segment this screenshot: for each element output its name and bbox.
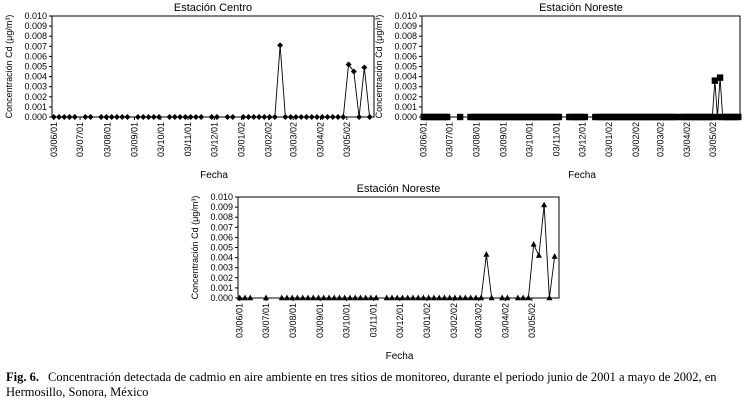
data-point-39 bbox=[293, 114, 299, 120]
data-point-41 bbox=[478, 295, 484, 301]
x-tick-label-1: 03/07/01 bbox=[75, 122, 86, 158]
data-point-27 bbox=[405, 295, 411, 301]
y-tick-label-4: 0.004 bbox=[24, 71, 47, 82]
data-point-11 bbox=[119, 114, 125, 120]
x-tick-label-8: 03/02/02 bbox=[263, 122, 274, 158]
data-point-6 bbox=[88, 114, 94, 120]
y-tick-label-1: 0.001 bbox=[210, 282, 233, 293]
data-point-12 bbox=[124, 114, 130, 120]
y-tick-label-1: 0.001 bbox=[24, 101, 47, 112]
data-point-34 bbox=[267, 114, 273, 120]
data-point-46 bbox=[330, 114, 336, 120]
data-point-47 bbox=[335, 114, 341, 120]
data-point-8 bbox=[103, 114, 109, 120]
data-point-18 bbox=[352, 295, 358, 301]
data-point-28 bbox=[410, 295, 416, 301]
x-tick-label-3: 03/09/01 bbox=[129, 122, 140, 158]
y-tick-label-8: 0.008 bbox=[24, 31, 47, 42]
data-point-20 bbox=[177, 114, 183, 120]
x-tick-label-8: 03/02/02 bbox=[449, 303, 460, 339]
data-point-1 bbox=[56, 114, 62, 120]
data-point-4 bbox=[72, 114, 78, 120]
data-point-6 bbox=[289, 295, 295, 301]
data-point-49 bbox=[531, 241, 537, 247]
data-point-3 bbox=[263, 295, 269, 301]
x-tick-label-8: 03/02/02 bbox=[631, 122, 642, 158]
data-point-45 bbox=[556, 114, 562, 120]
data-point-7 bbox=[98, 114, 104, 120]
x-tick-label-7: 03/01/02 bbox=[604, 122, 615, 158]
data-point-38 bbox=[462, 295, 468, 301]
data-point-26 bbox=[214, 114, 220, 120]
data-point-10 bbox=[457, 114, 463, 120]
x-tick-label-6: 03/12/01 bbox=[577, 122, 588, 158]
data-point-4 bbox=[279, 295, 285, 301]
x-tick-label-2: 03/08/01 bbox=[471, 122, 482, 158]
data-point-18 bbox=[167, 114, 173, 120]
data-point-20 bbox=[363, 295, 369, 301]
series-line bbox=[54, 45, 370, 117]
data-point-51 bbox=[356, 114, 362, 120]
data-point-107 bbox=[735, 114, 741, 120]
x-tick-label-9: 03/03/02 bbox=[288, 122, 299, 158]
x-tick-label-2: 03/08/01 bbox=[288, 303, 299, 339]
caption-text: Concentración detectada de cadmio en aire ambiente en tres sitios de monitoreo, durante el periodo junio de 2001 a mayo de 2002, en Hermosillo, Sonora, México bbox=[6, 370, 717, 399]
data-point-50 bbox=[536, 252, 542, 258]
data-point-32 bbox=[431, 295, 437, 301]
data-point-14 bbox=[331, 295, 337, 301]
data-point-28 bbox=[230, 114, 236, 120]
data-point-9 bbox=[109, 114, 115, 120]
y-tick-label-4: 0.004 bbox=[394, 71, 417, 82]
plot-frame bbox=[52, 16, 374, 117]
caption-label: Fig. 6. bbox=[6, 370, 39, 384]
x-tick-label-0: 03/06/01 bbox=[48, 122, 59, 158]
data-point-45 bbox=[504, 295, 510, 301]
data-point-9 bbox=[444, 114, 450, 120]
plot-frame bbox=[238, 197, 559, 298]
y-tick-label-6: 0.006 bbox=[24, 51, 47, 62]
data-point-7 bbox=[294, 295, 300, 301]
chart-estacion-noreste-2 bbox=[190, 183, 559, 362]
chart-estacion-noreste-1 bbox=[374, 2, 741, 181]
y-tick-label-6: 0.006 bbox=[210, 232, 233, 243]
data-point-36 bbox=[277, 42, 283, 48]
data-point-32 bbox=[256, 114, 262, 120]
x-tick-label-6: 03/12/01 bbox=[209, 122, 220, 158]
y-tick-label-2: 0.002 bbox=[210, 272, 233, 283]
data-point-53 bbox=[367, 114, 373, 120]
data-point-9 bbox=[305, 295, 311, 301]
x-tick-label-1: 03/07/01 bbox=[444, 122, 455, 158]
y-tick-label-0: 0.000 bbox=[394, 112, 417, 122]
y-tick-label-2: 0.002 bbox=[24, 91, 47, 102]
x-tick-label-5: 03/11/01 bbox=[368, 303, 379, 338]
data-point-37 bbox=[457, 295, 463, 301]
data-point-43 bbox=[314, 114, 320, 120]
data-point-29 bbox=[415, 295, 421, 301]
x-tick-label-5: 03/11/01 bbox=[551, 122, 562, 157]
x-tick-label-11: 03/05/02 bbox=[341, 122, 352, 158]
y-tick-label-6: 0.006 bbox=[394, 51, 417, 62]
data-point-36 bbox=[452, 295, 458, 301]
x-tick-label-3: 03/09/01 bbox=[498, 122, 509, 158]
data-point-25 bbox=[209, 114, 215, 120]
x-axis-label: Fecha bbox=[568, 170, 596, 181]
data-point-52 bbox=[546, 295, 552, 301]
y-tick-label-1: 0.001 bbox=[394, 101, 417, 112]
x-tick-label-9: 03/03/02 bbox=[473, 303, 484, 339]
data-point-21 bbox=[368, 295, 374, 301]
data-point-33 bbox=[436, 295, 442, 301]
y-tick-label-5: 0.005 bbox=[394, 61, 417, 72]
data-point-27 bbox=[224, 114, 230, 120]
data-point-25 bbox=[394, 295, 400, 301]
data-point-53 bbox=[552, 253, 558, 259]
y-tick-label-9: 0.009 bbox=[210, 202, 233, 213]
series-line bbox=[240, 205, 555, 298]
y-tick-label-3: 0.003 bbox=[394, 81, 417, 92]
data-point-14 bbox=[140, 114, 146, 120]
data-point-12 bbox=[321, 295, 327, 301]
data-point-24 bbox=[198, 114, 204, 120]
data-point-39 bbox=[468, 295, 474, 301]
chart-title: Estación Centro bbox=[173, 2, 253, 14]
data-point-30 bbox=[246, 114, 252, 120]
data-point-42 bbox=[483, 251, 489, 257]
data-point-43 bbox=[489, 295, 495, 301]
y-tick-label-3: 0.003 bbox=[210, 262, 233, 273]
data-point-17 bbox=[347, 295, 353, 301]
data-point-22 bbox=[188, 114, 194, 120]
x-tick-label-6: 03/12/01 bbox=[394, 303, 405, 339]
x-tick-label-1: 03/07/01 bbox=[260, 303, 271, 339]
data-point-33 bbox=[261, 114, 267, 120]
x-tick-label-0: 03/06/01 bbox=[418, 122, 429, 158]
data-point-35 bbox=[272, 114, 278, 120]
y-tick-label-5: 0.005 bbox=[24, 61, 47, 72]
y-tick-label-7: 0.007 bbox=[210, 222, 233, 233]
y-tick-label-0: 0.000 bbox=[210, 293, 233, 303]
x-tick-label-4: 03/10/01 bbox=[524, 122, 535, 158]
data-point-3 bbox=[67, 114, 73, 120]
y-tick-label-10: 0.010 bbox=[394, 11, 417, 21]
x-axis-label: Fecha bbox=[385, 351, 414, 362]
y-tick-label-5: 0.005 bbox=[210, 242, 233, 253]
data-point-40 bbox=[473, 295, 479, 301]
data-point-100 bbox=[717, 74, 723, 80]
x-tick-label-0: 03/06/01 bbox=[234, 303, 245, 339]
data-point-44 bbox=[499, 295, 505, 301]
data-point-13 bbox=[135, 114, 141, 120]
data-point-2 bbox=[61, 114, 67, 120]
data-point-45 bbox=[324, 114, 330, 120]
data-point-1 bbox=[242, 295, 248, 301]
data-point-41 bbox=[303, 114, 309, 120]
x-tick-label-10: 03/04/02 bbox=[500, 302, 511, 339]
data-point-34 bbox=[441, 295, 447, 301]
data-point-31 bbox=[251, 114, 257, 120]
data-point-47 bbox=[520, 295, 526, 301]
data-point-46 bbox=[515, 295, 521, 301]
y-tick-label-10: 0.010 bbox=[24, 11, 47, 21]
data-point-24 bbox=[389, 295, 395, 301]
x-tick-label-10: 03/04/02 bbox=[315, 122, 326, 158]
data-point-52 bbox=[361, 65, 367, 71]
x-tick-label-10: 03/04/02 bbox=[682, 122, 693, 158]
data-point-51 bbox=[541, 202, 547, 208]
data-point-13 bbox=[326, 295, 332, 301]
data-point-19 bbox=[172, 114, 178, 120]
x-tick-label-5: 03/11/01 bbox=[182, 122, 193, 157]
y-axis-label: Concentración Cd (μg/m³) bbox=[4, 14, 14, 119]
y-tick-label-9: 0.009 bbox=[394, 21, 417, 32]
data-point-48 bbox=[340, 114, 346, 120]
x-tick-label-11: 03/05/02 bbox=[708, 122, 719, 158]
x-axis-label: Fecha bbox=[200, 170, 228, 181]
data-point-30 bbox=[420, 295, 426, 301]
y-axis-label: Concentración Cd (μg/m³) bbox=[190, 195, 200, 300]
x-tick-label-2: 03/08/01 bbox=[102, 122, 113, 158]
series-line bbox=[424, 78, 739, 117]
data-point-52 bbox=[582, 114, 588, 120]
data-point-21 bbox=[182, 114, 188, 120]
y-tick-label-10: 0.010 bbox=[210, 192, 233, 202]
y-tick-label-3: 0.003 bbox=[24, 81, 47, 92]
x-tick-label-7: 03/01/02 bbox=[236, 122, 247, 158]
data-point-15 bbox=[146, 114, 152, 120]
data-point-37 bbox=[282, 114, 288, 120]
y-tick-label-7: 0.007 bbox=[394, 41, 417, 52]
y-tick-label-8: 0.008 bbox=[394, 31, 417, 42]
data-point-16 bbox=[151, 114, 157, 120]
x-tick-label-4: 03/10/01 bbox=[155, 122, 166, 158]
y-tick-label-4: 0.004 bbox=[210, 252, 233, 263]
x-tick-label-3: 03/09/01 bbox=[315, 303, 326, 339]
data-point-8 bbox=[300, 295, 306, 301]
data-point-16 bbox=[342, 295, 348, 301]
data-point-2 bbox=[247, 295, 253, 301]
data-point-10 bbox=[310, 295, 316, 301]
data-point-26 bbox=[399, 295, 405, 301]
x-tick-label-9: 03/03/02 bbox=[655, 122, 666, 158]
chart-estacion-centro bbox=[4, 2, 374, 181]
y-axis-label: Concentración Cd (μg/m³) bbox=[374, 14, 384, 119]
data-point-11 bbox=[315, 295, 321, 301]
data-point-38 bbox=[288, 114, 294, 120]
data-point-22 bbox=[373, 295, 379, 301]
data-point-35 bbox=[447, 295, 453, 301]
data-point-48 bbox=[525, 295, 531, 301]
y-tick-label-2: 0.002 bbox=[394, 91, 417, 102]
x-tick-label-4: 03/10/01 bbox=[341, 303, 352, 339]
y-tick-label-9: 0.009 bbox=[24, 21, 47, 32]
data-point-10 bbox=[114, 114, 120, 120]
y-tick-label-7: 0.007 bbox=[24, 41, 47, 52]
y-tick-label-8: 0.008 bbox=[210, 212, 233, 223]
chart-title: Estación Noreste bbox=[356, 183, 441, 195]
data-point-23 bbox=[384, 295, 390, 301]
data-point-5 bbox=[82, 114, 88, 120]
data-point-15 bbox=[336, 295, 342, 301]
plot-frame bbox=[422, 16, 740, 117]
data-point-5 bbox=[284, 295, 290, 301]
chart-title: Estación Noreste bbox=[539, 2, 623, 14]
data-point-42 bbox=[309, 114, 315, 120]
data-point-23 bbox=[193, 114, 199, 120]
data-point-40 bbox=[298, 114, 304, 120]
y-tick-label-0: 0.000 bbox=[24, 112, 47, 122]
figure-caption bbox=[6, 370, 740, 400]
x-tick-label-7: 03/01/02 bbox=[421, 303, 432, 339]
x-tick-label-11: 03/05/02 bbox=[526, 303, 537, 339]
data-point-31 bbox=[426, 295, 432, 301]
data-point-19 bbox=[357, 295, 363, 301]
